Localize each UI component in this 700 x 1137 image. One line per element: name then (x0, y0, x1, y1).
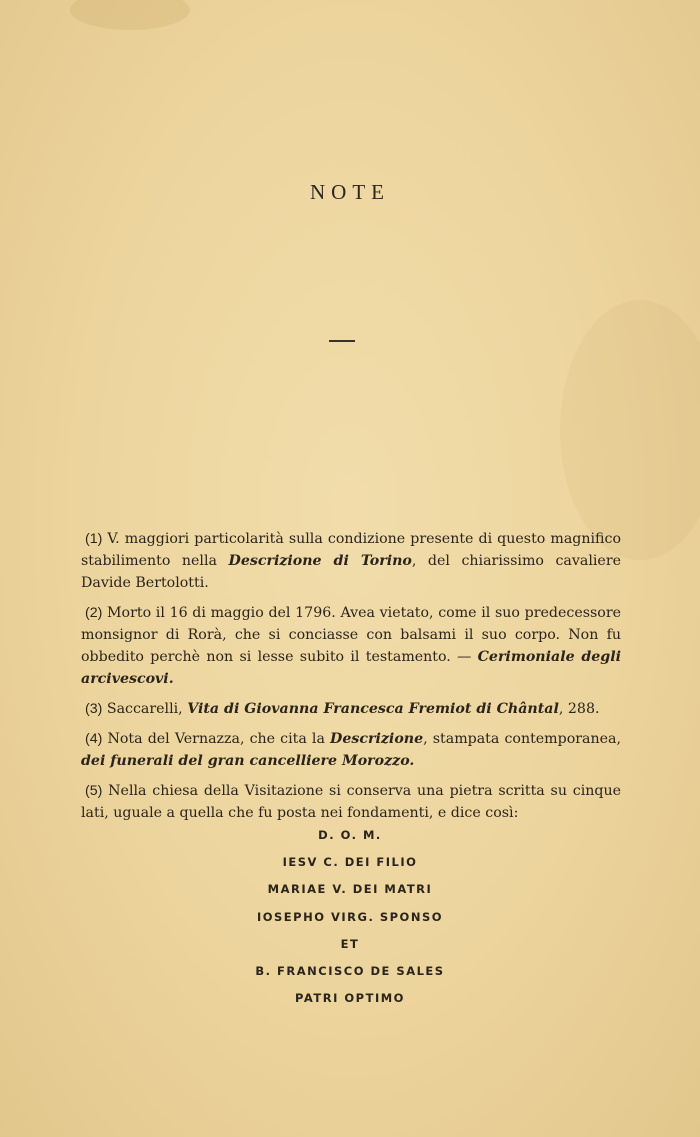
inscription-line: PATRI OPTIMO (295, 991, 405, 1006)
footnote-title: dei funerali del gran cancelliere Morozzo. (81, 753, 415, 769)
inscription-line: B. FRANCISCO DE SALES (255, 964, 445, 979)
inscription-line: IOSEPHO VIRG. SPONSO (256, 909, 444, 924)
footnote-text: , stampata contemporanea, (423, 731, 622, 747)
footnote-title: Vita di Giovanna Francesca Fremiot di Chântal (187, 701, 559, 717)
inscription-block (0, 822, 700, 1012)
footnote-text: V. maggiori particolarità sulla condizione presente di questo magnifico stabilimento nella (81, 531, 621, 569)
footnotes (81, 528, 621, 832)
paper-stain (560, 300, 700, 560)
section-rule (329, 340, 355, 342)
paper-stain (70, 0, 190, 30)
footnote-title: Descrizione di Torino (228, 553, 412, 569)
footnote-number: (2) (85, 605, 103, 621)
footnote-text: Morto il 16 di maggio del 1796. Avea vietato, come il suo predecessore monsignor di Rorà, che si conciasse con balsami il suo corpo. Non fu obbedito perchè non si lesse subito il testamento. — (81, 605, 621, 665)
footnote (81, 528, 621, 594)
footnote-title: Cerimoniale degli arcivescovi. (81, 649, 622, 687)
footnote (81, 780, 621, 824)
footnote-title: Descrizione (330, 731, 424, 747)
page-heading: NOTE (310, 180, 390, 204)
footnote-text: , 288. (558, 701, 600, 717)
inscription-line: MARIAE V. DEI MATRI (267, 882, 433, 897)
footnote-number: (5) (85, 783, 103, 799)
inscription-line: IESV C. DEI FILIO (282, 855, 418, 870)
footnote (81, 728, 621, 772)
footnote (81, 602, 621, 690)
footnote (81, 698, 621, 720)
footnote-text: Saccarelli, (102, 701, 188, 717)
footnote-number: (3) (85, 701, 103, 717)
footnote-text: Nella chiesa della Visitazione si conserva una pietra scritta su cinque lati, uguale a quella che fu posta nei fondamenti, e dice così: (81, 783, 621, 821)
inscription-line: ET (340, 936, 360, 951)
inscription-line: D. O. M. (318, 828, 382, 842)
footnote-text: Nota del Vernazza, che cita la (102, 731, 331, 747)
footnote-number: (4) (85, 731, 103, 747)
footnote-text: , del chiarissimo cavaliere Davide Bertolotti. (81, 553, 622, 591)
footnote-number: (1) (85, 531, 103, 547)
